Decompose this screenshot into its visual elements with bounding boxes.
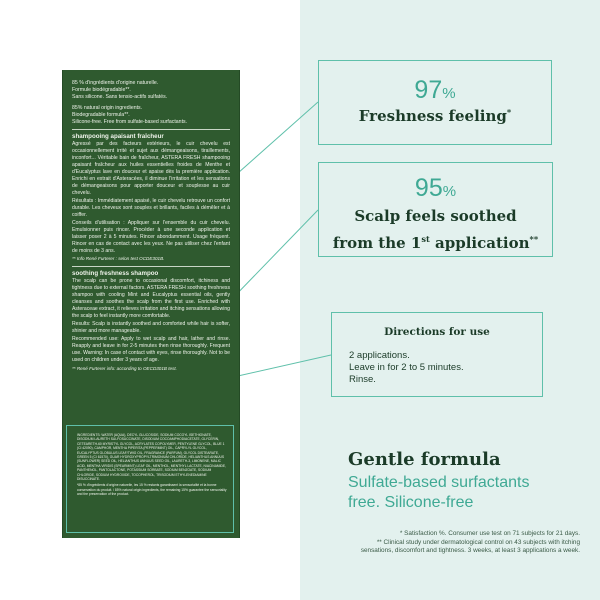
directions-step: Rinse.: [349, 374, 376, 385]
en-results: Results: Scalp is instantly soothed and comforted while hair is softer, shinier and more manageable.: [72, 321, 230, 334]
claim-percentage: 95%: [414, 174, 457, 202]
en-intro-line: Biodegradable formula**.: [72, 111, 130, 118]
formula-line: free. Silicone-free: [348, 494, 474, 511]
ingredients-note: *85 % d'ingrédients d'origine naturelle, les 15 % restants garantissent la sensorialité et la bonne conservation du produit. / 85% natural origin ingredients, the remaining 15% guarantee the sensoriality and the preservation of the product.: [77, 483, 227, 497]
formula-line: Sulfate-based surfactants: [348, 474, 530, 491]
en-intro-line: Silicone-free. Free from sulfate-based surfactants.: [72, 119, 188, 126]
fr-intro-line: Sans silicone. Sans tensio-actifs sulfatés.: [72, 94, 168, 101]
fr-description: Agressé par des facteurs extérieurs, le cuir chevelu est occasionnellement irrité et sujet aux démangeaisons, tiraillements, inconfort... Véritable bain de fraîcheur, ASTERA FRESH shampooing apaisant fraîcheur aux huiles essentielles froides de Menthe et d'Eucalyptus lave en douceur et apaise dès la première application. Enrichi en extrait d'Asteracées, il diminue l'irritation et les sensations de démangeaisons pour apporter douceur et souplesse au cuir chevelu.: [72, 141, 230, 196]
en-description: The scalp can be prone to occasional discomfort, itchiness and tightness due to external factors. ASTERA FRESH soothing freshness shampoo with cooling Mint and Eucalyptus essential oils, gently cleanses and soothes the scalp from the first use. Enriched with Asteraceae extract, it relieves irritation and itching sensations allowing the scalp to feel instantly more comfortable.: [72, 278, 230, 319]
directions-step: 2 applications.: [349, 350, 410, 361]
claim-percentage: 97%: [414, 76, 456, 104]
en-usage: Recommended use: Apply to wet scalp and hair, lather and rinse. Reapply and leave in for 2-5 minutes then rinse thoroughly. Frequent use. Warning: In case of contact with eyes, rinse thoroughly. Not to be used on children under 3 years of age.: [72, 336, 230, 364]
fr-intro-line: Formule biodégradable**.: [72, 87, 131, 94]
connector-line-2: [229, 210, 318, 302]
en-intro-line: 85% natural origin ingredients.: [72, 104, 143, 111]
directions-title: Directions for use: [384, 326, 490, 338]
divider: [72, 129, 230, 130]
claim-headline: Freshness feeling*: [358, 107, 512, 125]
directions-step: Leave in for 2 to 5 minutes.: [349, 362, 464, 373]
claim-headline: Scalp feels soothed from the 1st application**: [332, 207, 539, 252]
claim-box-freshness: [318, 60, 552, 145]
footnote: ** Clinical study under dermatological control on 43 subjects with itching: [376, 539, 580, 546]
claim-box-soothed: [318, 162, 553, 257]
footnote: * Satisfaction %. Consumer use test on 71 subjects for 21 days.: [399, 530, 580, 537]
ingredients-list: [77, 433, 229, 497]
divider: [72, 266, 230, 267]
en-product-title: soothing freshness shampoo: [72, 270, 159, 278]
formula-title: Gentle formula: [348, 449, 501, 470]
fr-intro-line: 85 % d'ingrédients d'origine naturelle.: [72, 80, 159, 86]
footnote: sensations, discomfort and tightness. 3 weeks, at least 3 applications a week.: [360, 547, 580, 554]
connector-line-3: [229, 355, 331, 378]
fr-product-title: shampooing apaisant fraîcheur: [72, 133, 164, 141]
ingredients-text: INGREDIENTS: WATER (AQUA), DECYL GLUCOSIDE, SODIUM COCOYL ISETHIONATE, DISODIUM LAURETH SULFOSUCCINATE, DISODIUM COCOAMPHODIACETATE, GLYCERIN, CETEARETH-60 MYRISTYL GLYCOL, ACRYLATES COPOLYMER, PENTYLENE GLYCOL, BLUE 1 (CI 42090), CAMPHOR, MENTHA PIPERITA (PEPPERMINT) OIL, CAPRYLYL GLYCOL, EUCALYPTUS GLOBULUS LEAF/TWIG OIL, FRAGRANCE (PARFUM), GLYCOL DISTEARATE, GREEN 5 (CI 61570), GUAR HYDROXYPROPYLTRIMONIUM CHLORIDE, HELIANTHUS ANNUUS (SUNFLOWER) SEED OIL, HELIANTHUS ANNUUS SEED OIL, LAURETH-3, LIMONENE, MALIC ACID, MENTHA VIRIDIS (SPEARMINT) LEAF OIL, MENTHOL, MENTHYL LACTATE, NIACINAMIDE, PANTHENOL, PANTOLACTONE, POTASSIUM SORBATE, SODIUM BENZOATE, SODIUM CHLORIDE, SODIUM HYDROXIDE, TOCOPHEROL, TRISODIUM ETHYLENEDIAMINE DISUCCINATE.: [77, 433, 227, 482]
fr-note: ** Info René Furterer : selon test OCDE301B.: [72, 256, 165, 262]
label-text-block: [72, 80, 230, 374]
fr-results: Résultats : Immédiatement apaisé, le cuir chevelu retrouve un confort durable. Les cheveux sont souples et brillants, faciles à démêler et à coiffer.: [72, 197, 230, 218]
directions-box: [331, 312, 543, 397]
en-note: ** René Furterer info: according to OECD301B test.: [72, 365, 177, 371]
fr-usage: Conseils d'utilisation : Appliquer sur l'ensemble du cuir chevelu. Emulsionner puis rincer. Procéder à une seconde application et laisser poser 2 à 5 minutes. Rincer abondamment. Usage fréquent. Rincer en cas de contact avec les yeux. Ne pas utiliser chez l'enfant de moins de 3 ans.: [72, 220, 230, 254]
connector-line-1: [229, 102, 318, 181]
